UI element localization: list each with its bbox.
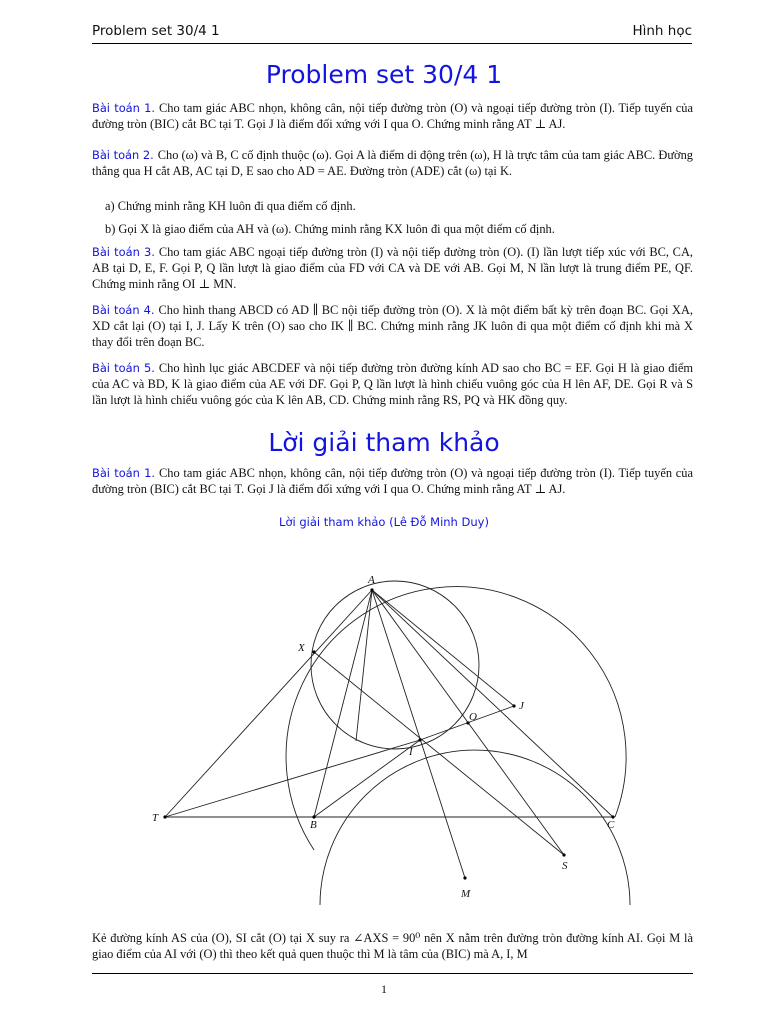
label-a: A <box>368 574 375 586</box>
label-m: M <box>461 888 471 900</box>
problem-text: Cho (ω) và B, C cố định thuộc (ω). Gọi A là điểm di động trên (ω), H là trực tâm của tam giác ABC. Đường thẳng qua H cắt AB, AC tại D, E sao cho AD = AE. Đường tròn (ADE) cắt (ω) tại K. <box>92 148 694 179</box>
label-s: S <box>562 860 568 872</box>
line-ab <box>314 590 372 817</box>
problem-label: Bài toán 4. <box>92 303 155 317</box>
page-number: 1 <box>381 982 387 996</box>
geometry-figure <box>0 540 768 910</box>
label-t: T <box>152 812 159 824</box>
problem-label: Bài toán 3. <box>92 245 155 259</box>
problem-text: Cho tam giác ABC nhọn, không cân, nội tiếp đường tròn (O) và ngoại tiếp đường tròn (I). Tiếp tuyến của đường tròn (BIC) cắt BC tại T. Gọi J là điểm đối xứng với I qua O. Chứng minh rằng AT ⊥ AJ. <box>92 466 693 497</box>
problem-label: Bài toán 1. <box>92 101 155 115</box>
line-ti <box>165 740 420 817</box>
solution-text: Kẻ đường kính AS của (O), SI cắt (O) tại X suy ra ∠AXS = 90⁰ nên X nằm trên đường tròn đường kính AI. Gọi M là giao điểm của AI với (O) thì theo kết quả quen thuộc thì M là tâm của (BIC) mà A, I, M <box>92 931 693 962</box>
label-c: C <box>607 819 615 831</box>
line-bi <box>314 740 420 817</box>
line-ax2 <box>356 590 372 741</box>
problem-label: Bài toán 5. <box>92 361 155 375</box>
page-title: Problem set 30/4 1 <box>265 60 503 89</box>
problem-1 <box>92 100 693 132</box>
header-right: Hình học <box>632 23 692 39</box>
footer-divider <box>92 973 693 974</box>
circle-ai <box>311 581 479 749</box>
problem-label: Bài toán 2. <box>92 148 154 162</box>
circle-o <box>286 587 626 850</box>
problem-3 <box>92 244 693 293</box>
solution-problem-1 <box>92 465 693 497</box>
label-x: X <box>298 642 305 654</box>
problem-2-item-b: b) Gọi X là giao điểm của AH và (ω). Chứng minh rằng KX luôn đi qua một điểm cố định. <box>105 222 555 236</box>
problem-text: Cho tam giác ABC nhọn, không cân, nội tiếp đường tròn (O) và ngoại tiếp đường tròn (I). Tiếp tuyến của đường tròn (BIC) cắt BC tại T. Gọi J là điểm đối xứng với I qua O. Chứng minh rằng AT ⊥ AJ. <box>92 101 693 132</box>
problem-text: Cho hình thang ABCD có AD ∥ BC nội tiếp đường tròn (O). X là một điểm bất kỳ trên đoạn BC. Gọi XA, XD cắt lại (O) tại I, J. Lấy K trên (O) sao cho IK ∥ BC. Chứng minh rằng JK luôn đi qua một điểm cố định khi mà X thay đổi trên đoạn BC. <box>92 303 693 350</box>
line-ta <box>165 590 372 817</box>
problem-text: Cho hình lục giác ABCDEF và nội tiếp đường tròn đường kính AD sao cho BC = EF. Gọi H là giao điểm của AC và BD, K là giao điểm của AE với DF. Gọi P, Q lần lượt là hình chiếu vuông góc của H lên AF, DE. Gọi R và S lần lượt là hình chiếu vuông góc của K lên AB, CD. Chứng minh rằng RS, PQ và HK đồng quy. <box>92 361 693 408</box>
label-b: B <box>310 819 317 831</box>
label-j: J <box>519 700 524 712</box>
label-i: I <box>409 746 413 758</box>
problem-2-item-a: a) Chứng minh rằng KH luôn đi qua điểm cố định. <box>105 199 356 213</box>
problem-label: Bài toán 1. <box>92 466 155 480</box>
figure-caption: Lời giải tham khảo (Lê Đỗ Minh Duy) <box>279 515 489 529</box>
label-o: O <box>469 711 477 723</box>
page-header <box>92 20 692 44</box>
solutions-title: Lời giải tham khảo <box>268 428 500 457</box>
problem-2 <box>92 147 693 179</box>
problem-4 <box>92 302 693 351</box>
line-ac <box>372 590 613 817</box>
problem-text: Cho tam giác ABC ngoại tiếp đường tròn (I) và nội tiếp đường tròn (O). (I) lần lượt tiếp xúc với BC, CA, AB tại D, E, F. Gọi P, Q lần lượt là giao điểm của FD với CA và DE với AB. Gọi M, N lần lượt là trung điểm PE, QF. Chứng minh rằng OI ⊥ MN. <box>92 245 693 292</box>
header-left: Problem set 30/4 1 <box>92 23 220 39</box>
circle-bic <box>320 750 630 905</box>
problem-5 <box>92 360 693 409</box>
